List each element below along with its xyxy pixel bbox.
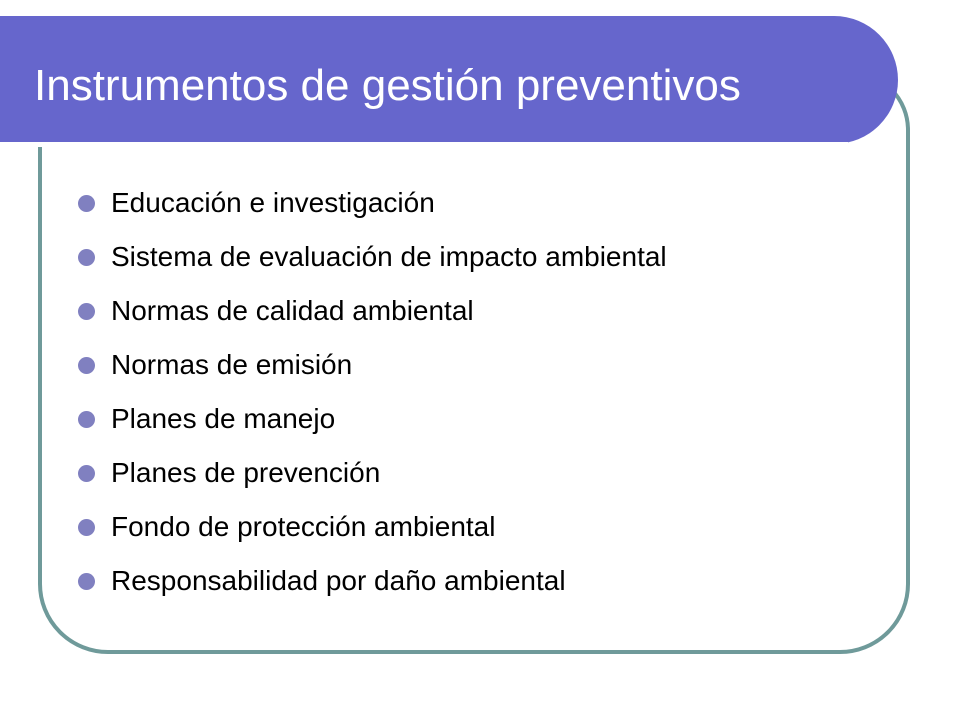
bullet-text: Responsabilidad por daño ambiental	[111, 565, 566, 596]
bullet-item	[78, 500, 667, 554]
bullet-dot-icon	[78, 573, 95, 590]
bullet-dot-icon	[78, 519, 95, 536]
bullet-item	[78, 176, 667, 230]
bullet-item	[78, 284, 667, 338]
bullet-text: Educación e investigación	[111, 187, 435, 218]
bullet-text: Planes de prevención	[111, 457, 381, 488]
bullet-dot-icon	[78, 411, 95, 428]
bullet-item	[78, 338, 667, 392]
bullet-item	[78, 392, 667, 446]
bullet-item	[78, 554, 667, 608]
title-bar	[0, 16, 898, 144]
title-underline	[0, 142, 848, 147]
slide-title: Instrumentos de gestión preventivos	[34, 61, 741, 110]
bullet-dot-icon	[78, 303, 95, 320]
bullet-text: Sistema de evaluación de impacto ambiental	[111, 241, 667, 272]
bullet-text: Normas de calidad ambiental	[111, 295, 474, 326]
bullet-dot-icon	[78, 195, 95, 212]
bullet-text: Fondo de protección ambiental	[111, 511, 496, 542]
bullet-item	[78, 446, 667, 500]
bullet-text: Planes de manejo	[111, 403, 336, 434]
bullet-item	[78, 230, 667, 284]
bullet-dot-icon	[78, 357, 95, 374]
bullet-dot-icon	[78, 465, 95, 482]
bullet-text: Normas de emisión	[111, 349, 353, 380]
bullet-dot-icon	[78, 249, 95, 266]
bullet-list	[78, 176, 667, 608]
